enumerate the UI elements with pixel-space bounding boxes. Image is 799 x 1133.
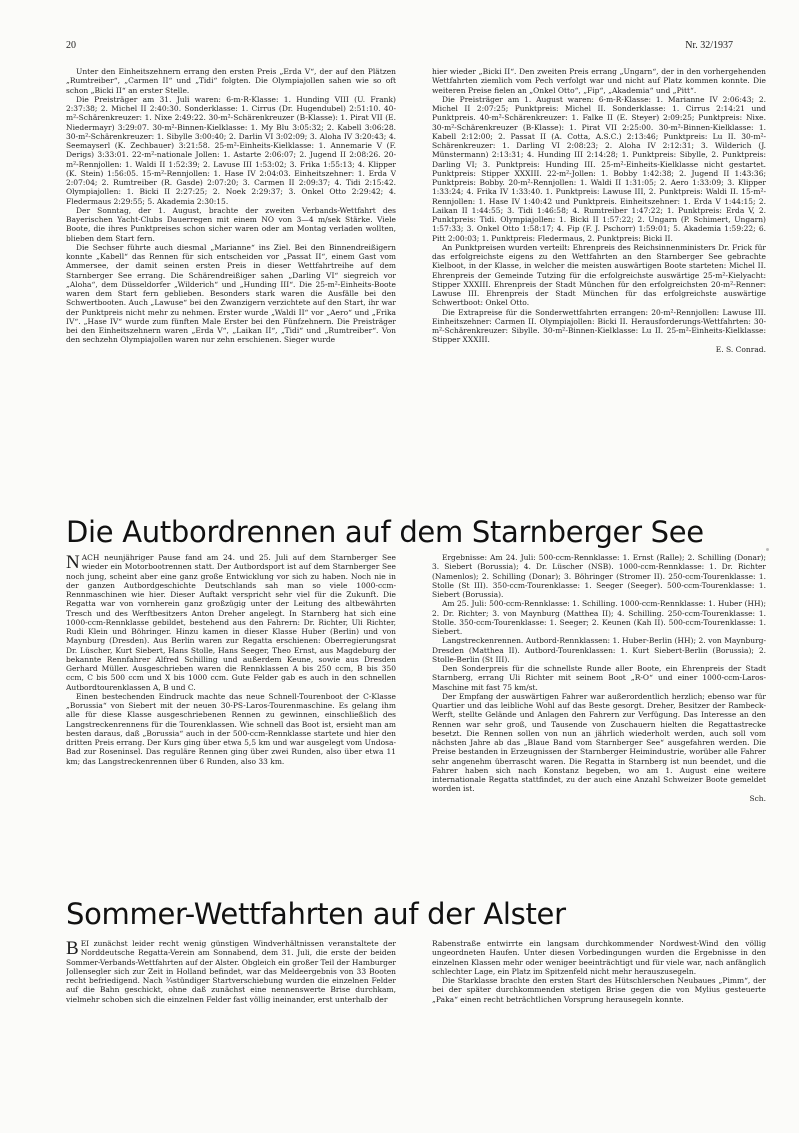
paragraph: Ergebnisse: Am 24. Juli: 500-ccm-Rennklasse: 1. Ernst (Ralle); 2. Schilling (Donar); 3. Siebert (Borussia); 4. Dr. Lüscher (NSB). 1000-ccm-Rennklasse: 1. Dr. Richter (Namenlos); 2. Schilling (Donar); 3. Böhringer (Stromer II). 250-ccm-Tourenklasse: 1. Stolle (St III). 350-ccm-Tourenklasse: 1. Seeger (Seeger). 500-ccm-Tourenklasse: 1. Siebert (Borussia).: [432, 553, 766, 599]
paragraph: Die Preisträger am 31. Juli waren: 6-m-R-Klasse: 1. Hunding VIII (U. Frank) 2:37:38; 2. Michel II 2:40:30. Sonderklasse: 1. Cirrus (Dr. Hugendubel) 2:51:10. 40-m²-Schärenkreuzer: 1. Nixe 2:49:22. 30-m²-Schärenkreuzer (B-Klasse): 1. Pirat VII (E. Niedermayr) 3:29:07. 30-m²-Binnen-Kielklasse: 1. My Blu 3:05:32; 2. Kabell 3:06:28. 30-m²-Schärenkreuzer: 1. Sibylle 3:00:40; 2. Darlin VI 3:02:09; 3. Aloha IV 3:20:43; 4. Seemayserl (K. Zechbauer) 3:21:58. 25-m²-Einheits-Kielklasse: 1. Annemarie V (F. Derigs) 3:33:01. 22-m²-nationale Jollen: 1. Astarte 2:06:07; 2. Jugend II 2:08:26. 20-m²-Rennjollen: 1. Waldi II 1:52:39; 2. Lavuse III 1:53:02; 3. Frika 1:55:13; 4. Klipper (K. Stein) 1:56:05. 15-m²-Rennjollen: 1. Hase IV 2:04:03. Einheitszehner: 1. Erda V 2:07:04; 2. Rumtreiber (R. Gasde) 2:07:20; 3. Carmen II 2:09:37; 4. Tidi 2:15:42. Olympiajollen: 1. Bicki II 2:27:25; 2. Noek 2:29:37; 3. Onkel Otto 2:29:42; 4. Fledermaus 2:29:55; 5. Akademia 2:30:15.: [66, 94, 396, 206]
dropcap: B: [66, 939, 79, 959]
article3-headline: Sommer-Wettfahrten auf der Alster: [66, 897, 566, 931]
paragraph: Am 25. Juli: 500-ccm-Rennklasse: 1. Schilling. 1000-ccm-Rennklasse: 1. Huber (HH); 2. Dr. Richter; 3. von Maynburg (Matthea II); 4. Schilling. 250-ccm-Tourenklasse: 1. Stolle. 350-ccm-Tourenklasse: 1. Seeger; 2. Keunen (Kah II). 500-ccm-Tourenklasse: 1. Siebert.: [432, 599, 766, 636]
paragraph: Rabenstraße entwirrte ein langsam durchkommender Nordwest-Wind den völlig ungeordneten Haufen. Unter diesen Vorbedingungen wurden die Ergebnisse in den einzelnen Klassen mehr oder weniger beeinträchtigt und für viele war, nach anfänglich schlechter Lage, ein Platz im Spitzenfeld nicht mehr herauszusegeln.: [432, 939, 766, 976]
author-signature: E. S. Conrad.: [715, 344, 766, 354]
decorative-dot: [766, 548, 769, 551]
paragraph: BEI zunächst leider recht wenig günstigen Windverhältnissen veranstaltete der Norddeutsche Regatta-Verein am Sonnabend, dem 31. Juli, die erste der beiden Sommer-Verbands-Wettfahrten auf der Alster. Obgleich ein großer Teil der Hamburger Jollensegler sich zur Zeit in Holland befindet, war das Meldeergebnis von 33 Booten recht befriedigend. Nach ¾stündiger Startverschiebung wurden die einzelnen Felder auf die Bahn geschickt, ohne daß zunächst eine nennenswerte Brise durchkam, vielmehr schoben sich die einzelnen Felder fast völlig ineinander, erst unterhalb der: [66, 939, 396, 1004]
paragraph: Unter den Einheitszehnern errang den ersten Preis „Erda V“, der auf den Plätzen „Rumtreiber“, „Carmen II“ und „Tidi“ folgten. Die Olympiajollen sahen wie so oft schon „Bicki II“ an erster Stelle.: [66, 67, 396, 95]
article1-right-column: [432, 67, 766, 529]
paragraph: hier wieder „Bicki II“. Den zweiten Preis errang „Ungarn“, der in den vorhergehenden Wettfahrten ziemlich vom Pech verfolgt war und nicht auf Platz kommen konnte. Die weiteren Preise fielen an „Onkel Otto“, „Fip“, „Akademia“ und „Pitt“.: [432, 67, 766, 95]
paragraph: Die Extrapreise für die Sonderwettfahrten errangen: 20-m²-Rennjollen: Lawuse III. Einheitszehner: Carmen II. Olympiajollen: Bicki II. Herausforderungs-Wettfahrten: 30-m²-Schärenkreuzer: Sibylle. 30-m²-Binnen-Kielklasse: Lu II. 25-m²-Einheits-Kielklasse: Stipper XXXIII.: [432, 307, 766, 345]
article2-headline: Die Autbordrennen auf dem Starnberger See: [66, 515, 704, 549]
paragraph: An Punktpreisen wurden verteilt: Ehrenpreis des Reichsinnenministers Dr. Frick für das erfolgreichste eigens zu den Wettfahrten an den Starnberger See gebrachte Kielboot, in der Klasse, in welcher die meisten auswärtigen Boote starteten: Michel II. Ehrenpreis der Gemeinde Tutzing für die erfolgreichste auswärtige 25-m²-Kielyacht: Stipper XXXIII. Ehrenpreis der Stadt München für den erfolgreichsten 20-m²-Renner: Lawuse III. Ehrenpreis der Stadt München für das erfolgreichste auswärtige Schwertboot: Onkel Otto.: [432, 242, 766, 308]
paragraph: Die Starklasse brachte den ersten Start des Hütschlerschen Neubaues „Pimm“, der bei der später durchkommenden stetigen Brise gegen die von Mylius gesteuerte „Paka“ einen recht beträchtlichen Vorsprung herausegeln konnte.: [432, 976, 766, 1004]
paragraph: Langstreckenrennen. Autbord-Rennklassen: 1. Huber-Berlin (HH); 2. von Maynburg-Dresden (Matthea II). Autbord-Tourenklassen: 1. Kurt Siebert-Berlin (Borussia); 2. Stolle-Berlin (St III).: [432, 636, 766, 664]
paragraph: Die Preisträger am 1. August waren: 6-m-R-Klasse: 1. Marianne IV 2:06:43; 2. Michel II 2:07:25; Punktpreis: Michel II. Sonderklasse: 1. Cirrus 2:14:21 und Punktpreis. 40-m²-Schärenkreuzer: 1. Falke II (E. Steyer) 2:09:25; Punktpreis: Nixe. 30-m²-Schärenkreuzer (B-Klasse): 1. Pirat VII 2:25:00. 30-m²-Binnen-Kielklasse: 1. Kabell 2:12:00; 2. Passat II (A. Cotta, A.S.C.) 2:13:46; Punktpreis: Lu II. 30-m²-Schärenkreuzer: 1. Darling VI 2:08:23; 2. Aloha IV 2:12:31; 3. Wilderich (J. Münstermann) 2:13:31; 4. Hunding III 2:14:28; 1. Punktpreis: Sibylle, 2. Punktpreis: Darling VI; 3. Punktpreis: Hunding III. 25-m²-Einheits-Kielklasse nicht gestartet. Punktpreis: Stipper XXXIII. 22-m²-Jollen: 1. Bobby 1:42:38; 2. Jugend II 1:43:36; Punktpreis: Bobby. 20-m²-Rennjollen: 1. Waldi II 1:31:05; 2. Aero 1:33:09; 3. Klipper 1:33:24; 4. Frika IV 1:33:40. 1. Punktpreis: Lawuse III, 2. Punktpreis: Waldi II. 15-m²-Rennjollen: 1. Hase IV 1:40:42 und Punktpreis. Einheitszehner: 1. Erda V 1:44:15; 2. Laikan II 1:44:55; 3. Tidi 1:46:58; 4. Rumtreiber 1:47:22; 1. Punktpreis: Erda V, 2. Punktpreis: Tidi. Olympiajollen: 1. Bicki II 1:57:22; 2. Ungarn (P. Schimert, Ungarn) 1:57:33; 3. Onkel Otto 1:58:17; 4. Fip (F. J. Pschorr) 1:59:01; 5. Akademia 1:59:22; 6. Pitt 2:00:03; 1. Punktpreis: Fledermaus, 2. Punktpreis: Bicki II.: [432, 94, 766, 243]
page-header: [66, 40, 733, 54]
paragraph: Der Empfang der auswärtigen Fahrer war außerordentlich herzlich; ebenso war für Quartier und das leibliche Wohl auf das Beste gesorgt. Dreher, Besitzer der Rambeck-Werft, stellte Gelände und Anlagen den Fahrern zur Verfügung. Das Interesse an den Rennen war sehr groß, und Tausende von Zuschauern hielten die Regattastrecke besetzt. Die Rennen sollen von nun an jährlich wiederholt werden, auch soll vom nächsten Jahre ab das „Blaue Band vom Starnberger See“ ausgefahren werden. Die Preise bestanden in Erzeugnissen der Starnberger Heimindustrie, worüber alle Fahrer sehr angenehm überrascht waren. Die Regatta in Starnberg ist nun beendet, und die Fahrer haben sich nach Konstanz begeben, wo am 1. August eine weitere internationale Regatta stattfindet, zu der auch eine Anzahl Schweizer Boote gemeldet worden ist.: [432, 691, 766, 794]
article1-left-column: [66, 67, 396, 529]
article3-left-column: [66, 939, 396, 1109]
article2-left-column: [66, 553, 396, 883]
paragraph: Einen bestechenden Eindruck machte das neue Schnell-Tourenboot der C-Klasse „Borussia“ von Siebert mit der neuen 30-PS-Laros-Tourenmaschine. Es gelang ihm alle für diese Klasse ausgeschriebenen Rennen zu gewinnen, einschließlich des Langstreckenrennens für die Tourenklassen. Wie schnell das Boot ist, ersieht man am besten daraus, daß „Borussia“ auch in der 500-ccm-Rennklasse startete und hier den dritten Preis errang. Der Kurs ging über etwa 5,5 km und war ausgelegt vom Undosa-Bad zur Roseninsel. Das reguläre Rennen ging über zwei Runden, also über etwa 11 km; das Langstreckenrennen über 6 Runden, also 33 km.: [66, 691, 396, 766]
paragraph: Den Sonderpreis für die schnellste Runde aller Boote, ein Ehrenpreis der Stadt Starnberg, errang Uli Richter mit seinem Boot „R-O“ und einer 1000-ccm-Laros-Maschine mit fast 75 km/st.: [432, 664, 766, 692]
paragraph: NACH neunjähriger Pause fand am 24. und 25. Juli auf dem Starnberger See wieder ein Motorbootrennen statt. Der Autbordsport ist auf dem Starnberger See noch jung, scheint aber eine ganz große Entwicklung vor sich zu haben. Noch nie in der ganzen Autbordgeschichte Deutschlands sah man so viele 1000-ccm-Rennmaschinen wie hier. Dieser Auftakt verspricht sehr viel für die Zukunft. Die Regatta war von vornherein ganz großzügig unter der Leitung des altbewährten Tresch und des Werftbesitzers Anton Dreher angelegt. In Starnberg hat sich eine 1000-ccm-Rennklasse gebildet, bestehend aus den Fahrern: Dr. Richter, Uli Richter, Rudi Klein und Böhringer. Hinzu kamen in dieser Klasse Huber (Berlin) und von Maynburg (Dresden). Aus Berlin waren zur Regatta erschienen: Oberregierungsrat Dr. Lüscher, Kurt Siebert, Hans Stolle, Hans Seeger, Theo Ernst, aus Magdeburg der bekannte Rennfahrer Alfred Schilling und außerdem Keune, sowie aus Dresden Gerhard Müller. Ausgeschrieben waren die Rennklassen A bis 250 ccm, B bis 350 ccm, C bis 500 ccm und X bis 1000 ccm. Gute Felder gab es auch in den schnellen Autbordtourenklassen A, B und C.: [66, 553, 396, 692]
paragraph: Der Sonntag, der 1. August, brachte der zweiten Verbands-Wettfahrt des Bayerischen Yacht-Clubs Dauerregen mit einem NO von 3—4 m/sek Stärke. Viele Boote, die ihres Punktpreises schon sicher waren oder am Montag verladen wollten, blieben dem Start fern.: [66, 205, 396, 243]
paragraph: Die Sechser führte auch diesmal „Marianne“ ins Ziel. Bei den Binnendreißigern konnte „Kabell“ das Rennen für sich entscheiden vor „Passat II“, einem Gast vom Ammersee, der damit seinen ersten Preis in dieser Wettfahrtreihe auf dem Starnberger See errang. Die Schärendreißiger sahen „Darling VI“ siegreich vor „Aloha“, dem Düsseldorfer „Wilderich“ und „Hunding III“. Die 25-m²-Einheits-Boote waren dem Start fern geblieben. Besonders stark waren die Ausfälle bei den Schwertbooten. Auch „Lawuse“ bei den Zwanzigern verzichtete auf den Start, ihr war der Punktpreis nicht mehr zu nehmen. Erster wurde „Waldi II“ vor „Aero“ und „Frika IV“. „Hase IV“ wurde zum fünften Male Erster bei den Fünfzehnern. Die Preisträger bei den Einheitszehnern waren „Erda V“, „Laikan II“, „Tidi“ und „Rumtreiber“. Von den sechzehn Olympiajollen waren nur zehn erschienen. Sieger wurde: [66, 242, 396, 345]
author-signature: Sch.: [749, 793, 766, 803]
dropcap: N: [66, 553, 80, 573]
article3-right-column: [432, 939, 766, 1109]
issue-number: Nr. 32/1937: [685, 40, 733, 51]
article2-right-column: [432, 553, 766, 883]
page-number: 20: [66, 40, 76, 51]
